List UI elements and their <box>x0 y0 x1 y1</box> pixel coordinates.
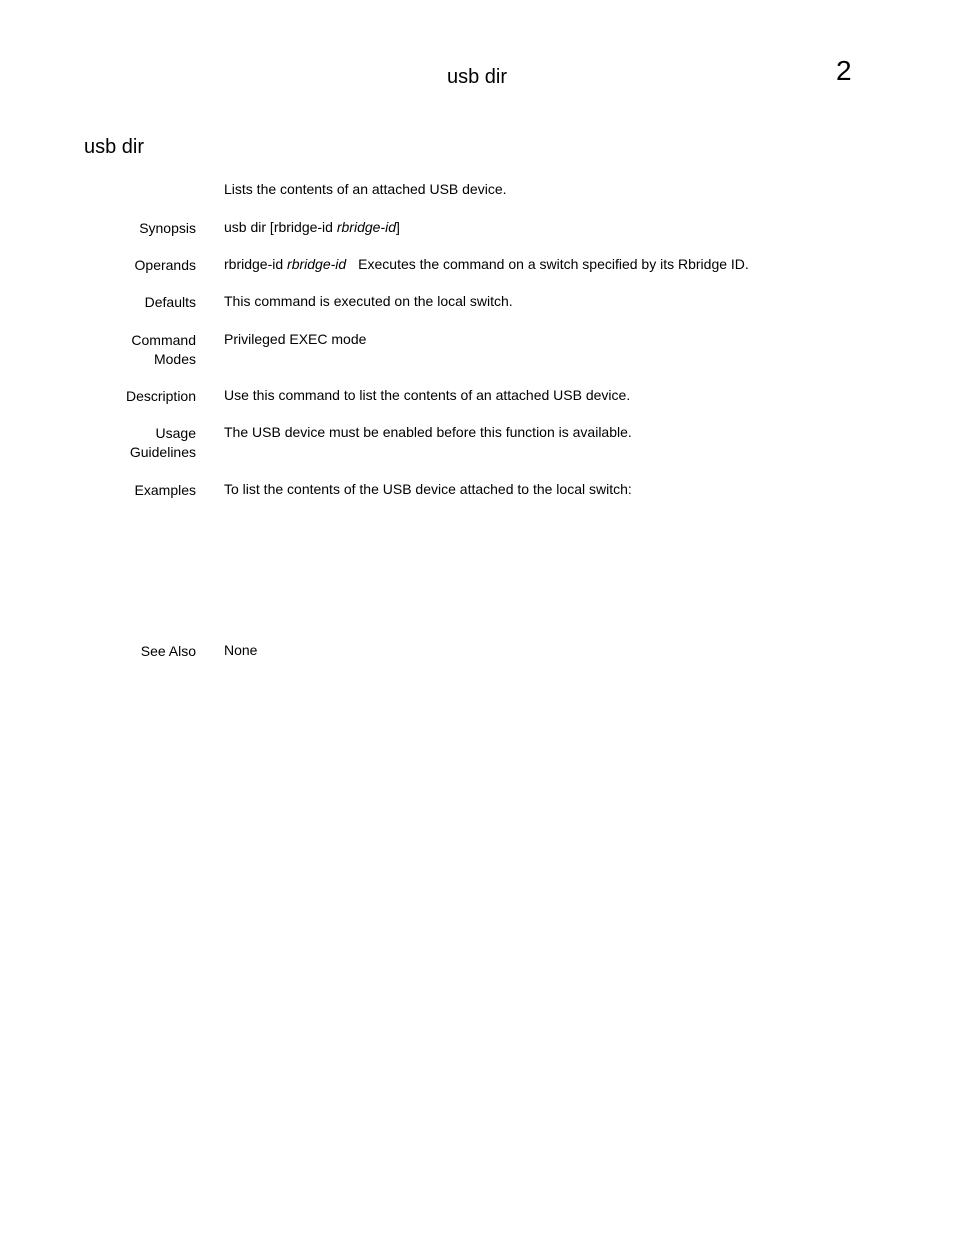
command-modes-label <box>80 331 196 369</box>
operands-text <box>224 255 864 274</box>
section-title: usb dir <box>84 136 145 158</box>
synopsis-keyword: rbridge-id <box>273 219 333 235</box>
examples-label: Examples <box>134 482 196 498</box>
command-modes-label-line2: Modes <box>153 351 196 367</box>
synopsis-text <box>224 218 864 237</box>
synopsis-close-bracket: ] <box>395 219 400 235</box>
command-summary: Lists the contents of an attached USB device. <box>224 181 507 197</box>
see-also-label: See Also <box>140 643 196 659</box>
examples-text: To list the contents of the USB device attached to the local switch: <box>224 481 632 497</box>
command-modes-text: Privileged EXEC mode <box>224 331 367 347</box>
synopsis-param: rbridge-id <box>336 219 396 235</box>
usage-guidelines-label <box>80 424 196 462</box>
operands-label: Operands <box>134 257 196 273</box>
operand-param: rbridge-id <box>287 256 347 272</box>
command-modes-label-line1: Command <box>131 332 196 348</box>
chapter-number: 2 <box>836 55 852 86</box>
usage-guidelines-label-line1: Usage <box>155 425 196 441</box>
defaults-text: This command is executed on the local switch. <box>224 293 513 309</box>
synopsis-label: Synopsis <box>139 220 196 236</box>
operand-description: Executes the command on a switch specified by its Rbridge ID. <box>358 256 749 272</box>
description-text: Use this command to list the contents of an attached USB device. <box>224 387 631 403</box>
synopsis-open-bracket: [ <box>269 219 274 235</box>
usage-guidelines-label-line2: Guidelines <box>129 444 196 460</box>
usage-guidelines-text: The USB device must be enabled before this function is available. <box>224 424 632 440</box>
defaults-label: Defaults <box>144 294 196 310</box>
running-header-title: usb dir <box>446 66 508 88</box>
description-label: Description <box>125 388 196 404</box>
operand-keyword: rbridge-id <box>224 256 284 272</box>
synopsis-command: usb dir <box>224 219 267 235</box>
see-also-text: None <box>224 642 258 658</box>
